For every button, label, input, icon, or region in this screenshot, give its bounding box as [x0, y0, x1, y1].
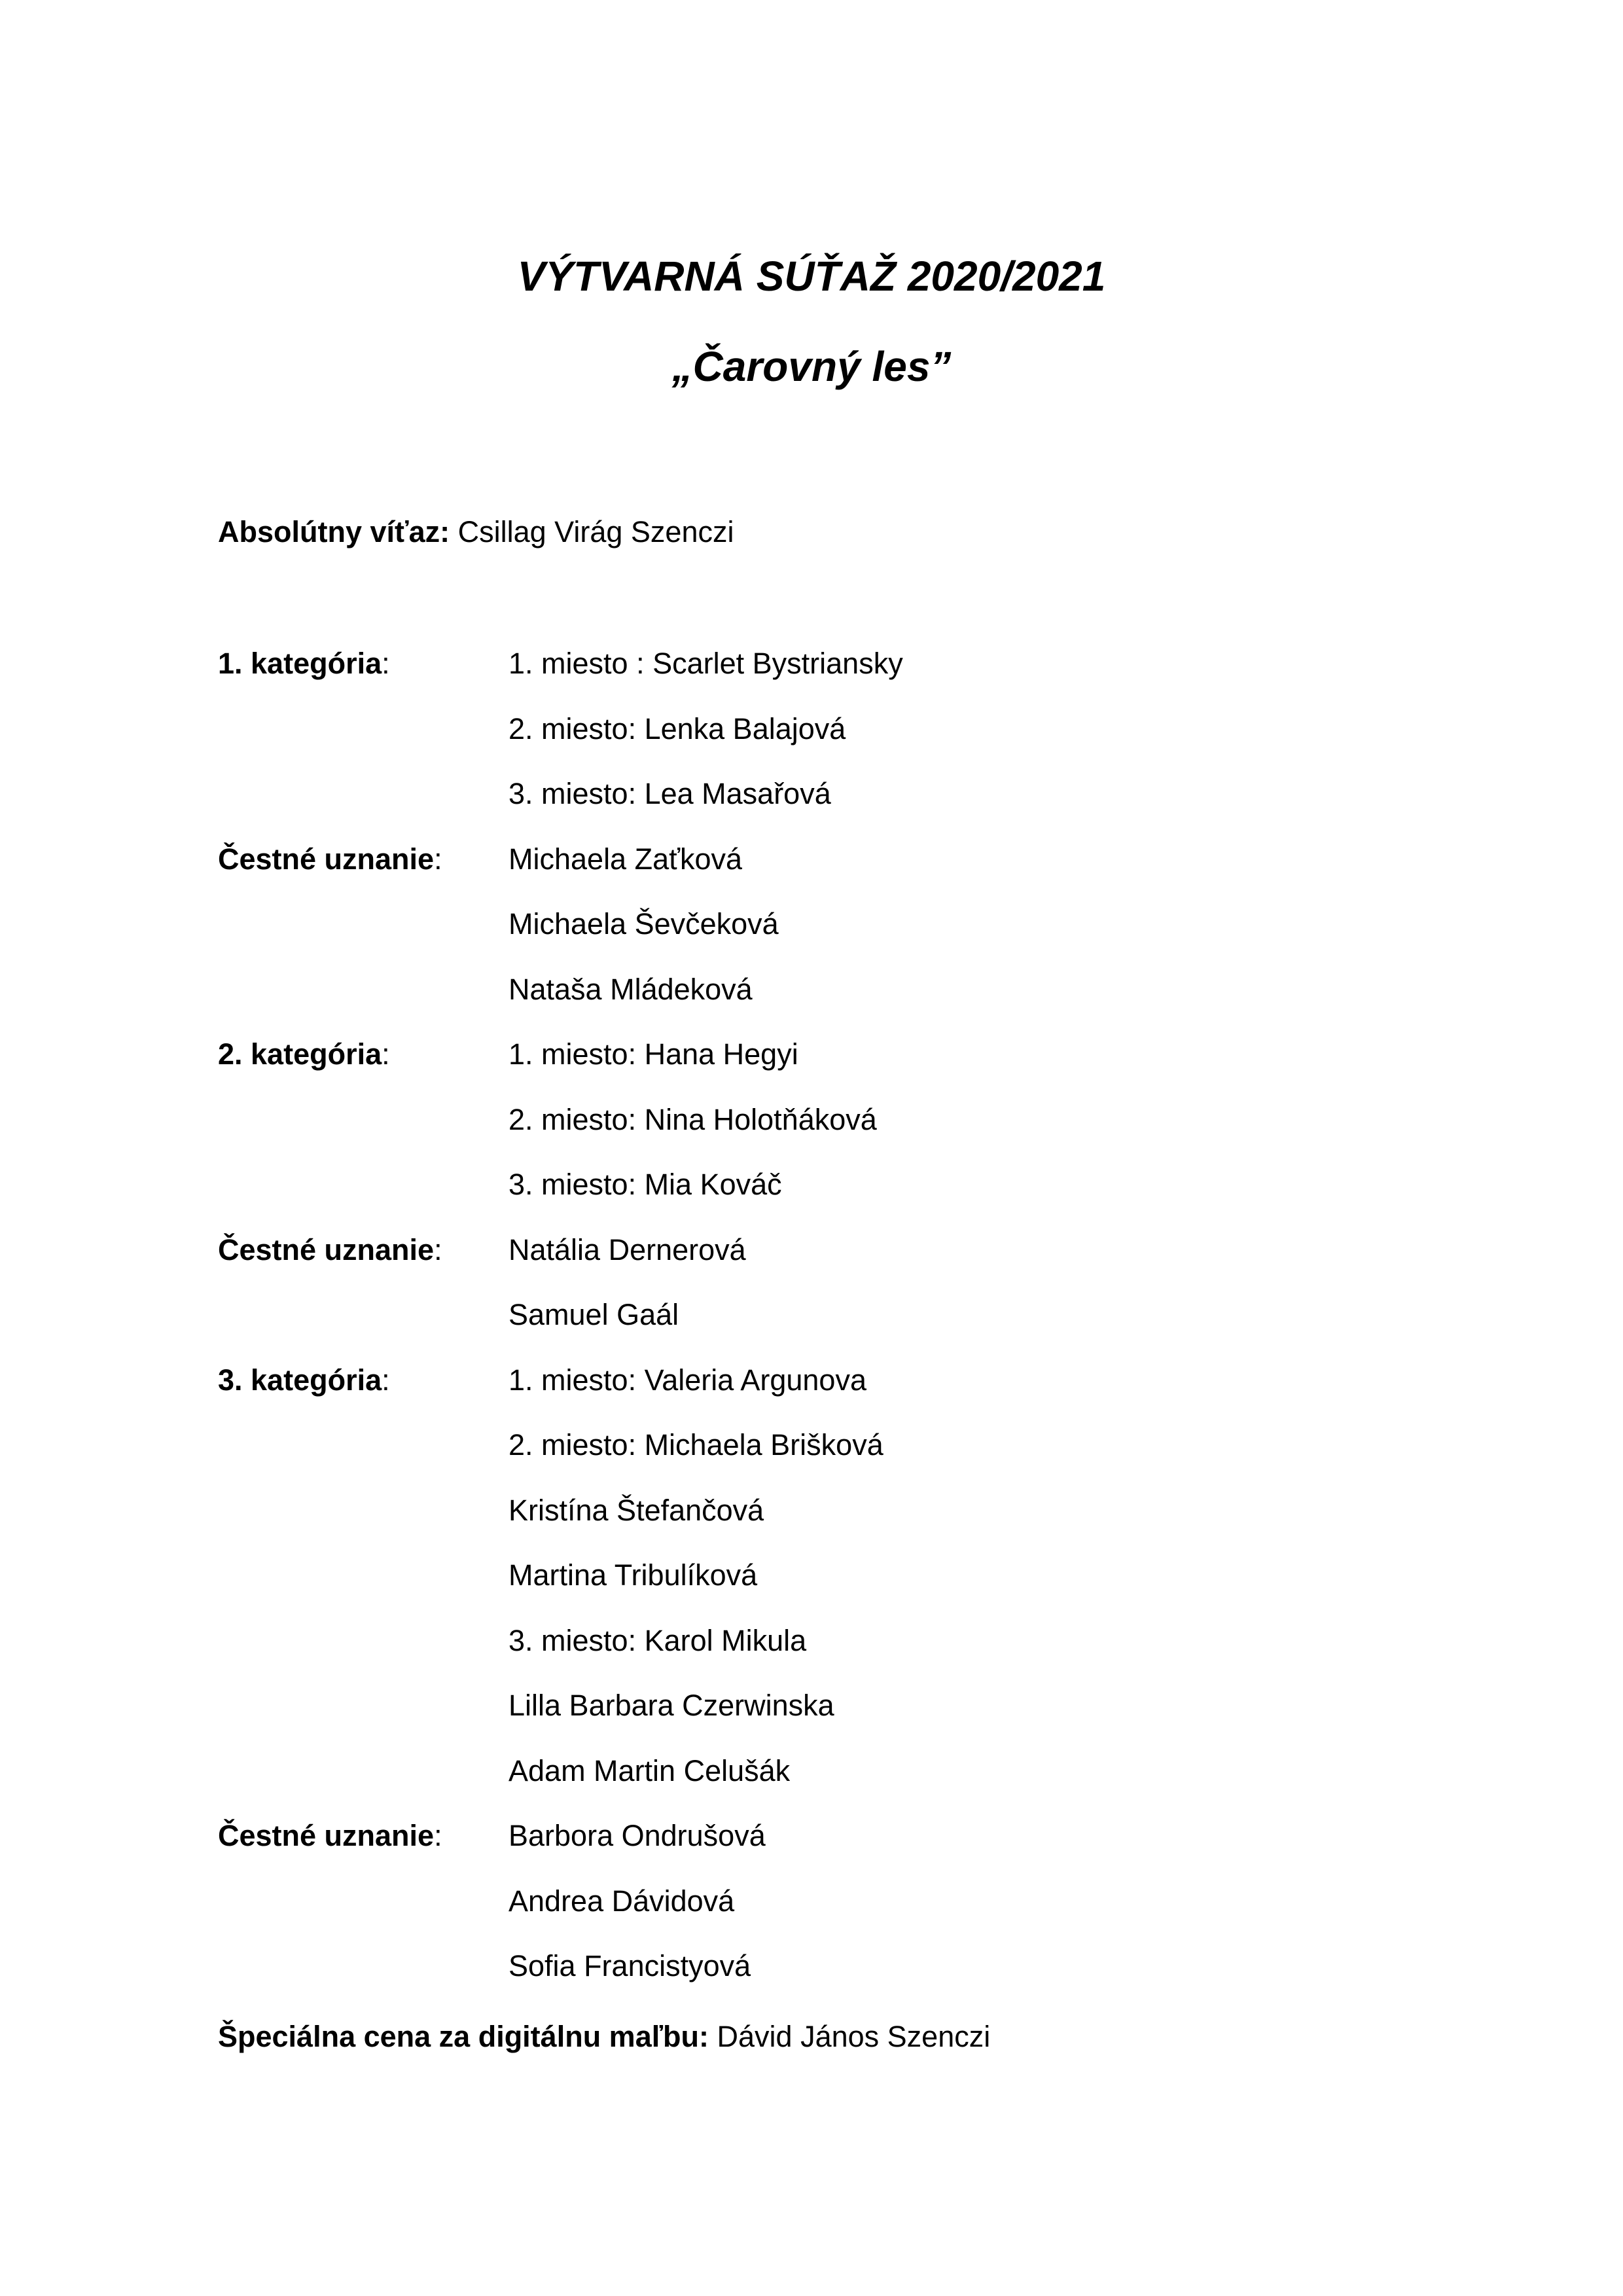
category-label: 2. kategória:	[218, 1037, 390, 1071]
special-prize-label: Špeciálna cena za digitálnu maľbu:	[218, 2020, 709, 2053]
result-value: 3. miesto: Mia Kováč	[508, 1168, 782, 1201]
result-value: Andrea Dávidová	[508, 1884, 735, 1918]
result-value: Adam Martin Celušák	[508, 1753, 791, 1787]
absolute-winner-name: Csillag Virág Szenczi	[457, 515, 734, 548]
result-value: 3. miesto: Lea Masařová	[508, 777, 831, 810]
result-value: Michaela Zaťková	[508, 842, 743, 876]
absolute-winner-label: Absolútny víťaz:	[218, 515, 450, 548]
category-label: Čestné uznanie:	[218, 1819, 442, 1852]
result-value: Samuel Gaál	[508, 1298, 679, 1331]
document-title: VÝTVARNÁ SÚŤAŽ 2020/2021	[517, 253, 1106, 300]
result-value: 2. miesto: Michaela Brišková	[508, 1428, 883, 1462]
special-prize-name: Dávid János Szenczi	[717, 2020, 991, 2053]
result-value: Natália Dernerová	[508, 1232, 746, 1266]
document-subtitle: „Čarovný les”	[671, 343, 952, 390]
category-label: 3. kategória:	[218, 1363, 390, 1397]
result-value: Barbora Ondrušová	[508, 1819, 766, 1852]
result-value: Nataša Mládeková	[508, 972, 753, 1006]
result-value: Michaela Ševčeková	[508, 907, 779, 941]
category-label: Čestné uznanie:	[218, 1232, 442, 1266]
result-value: 1. miesto: Valeria Argunova	[508, 1363, 866, 1397]
result-value: 1. miesto : Scarlet Bystriansky	[508, 647, 903, 680]
result-value: Lilla Barbara Czerwinska	[508, 1689, 834, 1722]
result-value: Kristína Štefančová	[508, 1493, 764, 1527]
category-label: 1. kategória:	[218, 647, 390, 680]
result-value: 2. miesto: Nina Holotňáková	[508, 1102, 877, 1136]
result-value: 1. miesto: Hana Hegyi	[508, 1037, 798, 1071]
result-value: 2. miesto: Lenka Balajová	[508, 711, 846, 745]
result-value: Sofia Francistyová	[508, 1949, 751, 1982]
result-value: 3. miesto: Karol Mikula	[508, 1623, 807, 1657]
category-label: Čestné uznanie:	[218, 842, 442, 876]
result-value: Martina Tribulíková	[508, 1558, 758, 1592]
